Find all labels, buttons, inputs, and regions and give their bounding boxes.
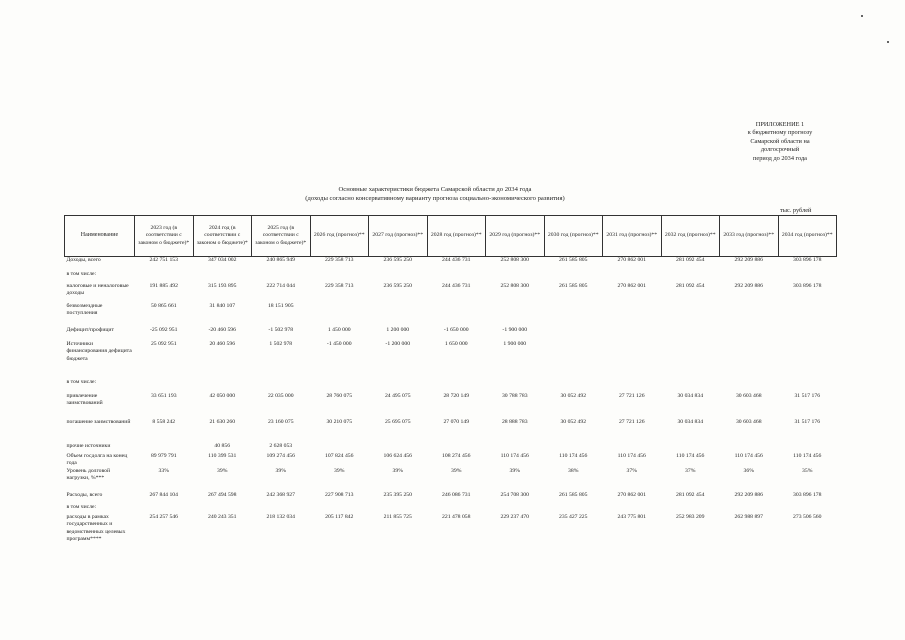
cell-value — [544, 379, 603, 393]
cell-value — [661, 341, 720, 379]
cell-value — [661, 327, 720, 341]
cell-value: 244 436 731 — [442, 257, 471, 263]
cell-value: 50 865 661 — [150, 302, 177, 309]
cell-value: 23 160 075 — [267, 418, 294, 425]
cell-value — [486, 271, 545, 283]
cell-value: 107 824 456 — [325, 452, 354, 459]
appendix-line: к бюджетному прогнозу — [747, 129, 813, 137]
row-label: налоговые и неналоговые доходы — [66, 282, 129, 297]
cell-value: 39% — [392, 467, 403, 474]
cell-value: 261 585 805 — [559, 282, 588, 289]
cell-value: 252 808 300 — [500, 257, 529, 263]
cell-value: 110 174 456 — [500, 452, 529, 459]
table-row — [65, 257, 837, 271]
cell-value: 221 478 058 — [442, 513, 471, 520]
cell-value — [720, 271, 779, 283]
cell-value: 270 862 001 — [617, 282, 646, 289]
cell-value: 303 896 178 — [793, 491, 822, 498]
cell-value: 110 174 456 — [734, 452, 763, 459]
cell-value — [544, 504, 603, 514]
appendix-block — [715, 121, 845, 163]
table-row — [65, 514, 837, 550]
cell-value — [778, 327, 837, 341]
header-year-10: 2032 год (прогноз)** — [661, 216, 720, 257]
cell-value: 267 844 104 — [149, 491, 178, 498]
table-row — [65, 393, 837, 419]
cell-value: 218 132 034 — [266, 513, 295, 520]
cell-value: 39% — [275, 467, 286, 474]
cell-value: 267 494 598 — [208, 491, 237, 498]
cell-value: 89 979 791 — [150, 452, 177, 459]
cell-value — [661, 303, 720, 327]
cell-value — [720, 341, 779, 379]
cell-value: 222 714 044 — [266, 282, 295, 289]
table-row — [65, 283, 837, 303]
cell-value — [544, 443, 603, 453]
cell-value: 261 585 805 — [559, 491, 588, 498]
cell-value: 39% — [509, 467, 520, 474]
cell-value: 110 174 456 — [617, 452, 646, 459]
cell-value — [252, 504, 311, 514]
cell-value — [603, 341, 662, 379]
cell-value: 261 585 805 — [559, 257, 588, 263]
cell-value — [603, 327, 662, 341]
cell-value: 40 856 — [214, 442, 231, 449]
cell-value: 30 603 468 — [735, 418, 762, 425]
cell-value — [544, 271, 603, 283]
cell-value: 33 651 193 — [150, 392, 177, 399]
budget-table — [64, 215, 837, 550]
cell-value: 42 050 000 — [209, 392, 236, 399]
cell-value: 39% — [334, 467, 345, 474]
cell-value: 191 885 492 — [149, 282, 178, 289]
cell-value — [603, 271, 662, 283]
cell-value — [544, 341, 603, 379]
row-label: Доходы, всего — [66, 257, 101, 263]
header-year-7: 2029 год (прогноз)** — [486, 216, 545, 257]
cell-value — [193, 271, 252, 283]
cell-value: 303 896 178 — [793, 282, 822, 289]
cell-value: 39% — [451, 467, 462, 474]
cell-value: 36% — [743, 467, 754, 474]
cell-value: 315 193 895 — [208, 282, 237, 289]
document-subtitle: (доходы согласно консервативному варианту прогноза социально-экономического развития) — [305, 194, 565, 202]
row-label: в том числе: — [66, 270, 97, 277]
cell-value — [427, 504, 486, 514]
cell-value: 33% — [158, 467, 169, 474]
header-year-1: 2023 год (в соответствии с законом о бюджете)* — [135, 216, 194, 257]
cell-value: 25 695 075 — [384, 418, 411, 425]
cell-value — [661, 271, 720, 283]
cell-value: 110 174 456 — [559, 452, 588, 459]
cell-value: 240 243 351 — [208, 513, 237, 520]
cell-value: 110 174 456 — [676, 452, 705, 459]
appendix-line: Самарской области на — [750, 137, 810, 145]
cell-value: -1 650 000 — [443, 326, 469, 333]
header-year-3: 2025 год (в соответствии с законом о бюджете)* — [252, 216, 311, 257]
appendix-line: долгосрочный — [760, 146, 800, 154]
cell-value — [369, 303, 428, 327]
cell-value: 27 721 126 — [618, 418, 645, 425]
cell-value: -1 900 000 — [502, 326, 528, 333]
table-row — [65, 468, 837, 492]
cell-value — [661, 443, 720, 453]
cell-value: 254 257 546 — [149, 513, 178, 520]
cell-value — [369, 271, 428, 283]
cell-value — [310, 303, 369, 327]
scan-speck — [887, 41, 889, 43]
cell-value: 110 399 531 — [208, 452, 237, 459]
cell-value — [603, 443, 662, 453]
cell-value: 1 502 978 — [269, 340, 293, 347]
cell-value: 27 070 149 — [443, 418, 470, 425]
cell-value: 270 862 001 — [617, 257, 646, 263]
cell-value: -1 200 000 — [385, 340, 411, 347]
cell-value: 108 274 456 — [442, 452, 471, 459]
cell-value — [310, 379, 369, 393]
row-label: погашение заимствований — [66, 418, 131, 425]
cell-value — [310, 443, 369, 453]
cell-value: 236 595 250 — [383, 257, 412, 263]
cell-value: 30 210 075 — [326, 418, 353, 425]
table-row — [65, 492, 837, 504]
cell-value: 30 788 783 — [501, 392, 528, 399]
header-year-2: 2024 год (в соответствии с законом о бюджете)* — [193, 216, 252, 257]
cell-value: 31 840 107 — [209, 302, 236, 309]
table-row — [65, 504, 837, 514]
table-row — [65, 379, 837, 393]
row-label: расходы в рамках государственных и ведомственных целевых программ**** — [66, 513, 126, 543]
table-body — [65, 257, 837, 550]
cell-value — [135, 379, 194, 393]
cell-value: 31 517 176 — [794, 392, 821, 399]
unit-label: тыс. рублей — [780, 207, 812, 214]
cell-value — [427, 443, 486, 453]
row-label: Расходы, всего — [66, 491, 103, 498]
cell-value — [778, 303, 837, 327]
header-year-8: 2030 год (прогноз)** — [544, 216, 603, 257]
cell-value — [135, 443, 194, 453]
cell-value: 252 983 209 — [676, 513, 705, 520]
cell-value — [661, 504, 720, 514]
cell-value — [603, 379, 662, 393]
cell-value: 39% — [217, 467, 228, 474]
cell-value — [252, 271, 311, 283]
cell-value: 262 988 897 — [734, 513, 763, 520]
cell-value: -25 092 951 — [150, 326, 178, 333]
cell-value — [486, 379, 545, 393]
cell-value: 235 427 225 — [559, 513, 588, 520]
cell-value — [544, 303, 603, 327]
cell-value: 110 174 456 — [793, 452, 822, 459]
cell-value: 30 034 834 — [677, 392, 704, 399]
table-row — [65, 419, 837, 443]
appendix-line: ПРИЛОЖЕНИЕ 1 — [755, 121, 805, 128]
cell-value: 1 900 000 — [503, 340, 527, 347]
cell-value: 18 151 905 — [267, 302, 294, 309]
header-year-6: 2028 год (прогноз)** — [427, 216, 486, 257]
cell-value — [778, 379, 837, 393]
table-row — [65, 271, 837, 283]
cell-value: 244 436 731 — [442, 282, 471, 289]
cell-value: -1 450 000 — [326, 340, 352, 347]
cell-value — [252, 379, 311, 393]
cell-value: 37% — [685, 467, 696, 474]
table-row — [65, 443, 837, 453]
cell-value: 229 358 713 — [325, 282, 354, 289]
cell-value — [310, 271, 369, 283]
cell-value — [661, 379, 720, 393]
cell-value — [603, 504, 662, 514]
cell-value: 281 092 454 — [676, 282, 705, 289]
table-row — [65, 327, 837, 341]
cell-value: 235 395 250 — [383, 491, 412, 498]
document-title: Основные характеристики бюджета Самарской области до 2034 года — [338, 186, 532, 193]
row-label: в том числе: — [66, 503, 97, 510]
cell-value: 236 595 250 — [383, 282, 412, 289]
cell-value: 2 628 053 — [269, 442, 293, 449]
cell-value — [427, 271, 486, 283]
cell-value — [193, 504, 252, 514]
cell-value — [135, 271, 194, 283]
row-label: Дефицит/профицит — [66, 326, 114, 333]
header-year-11: 2033 год (прогноз)** — [720, 216, 779, 257]
cell-value: 227 908 713 — [325, 491, 354, 498]
cell-value: 281 092 454 — [676, 257, 705, 263]
cell-value — [778, 443, 837, 453]
cell-value: 254 708 300 — [500, 491, 529, 498]
cell-value: -20 460 596 — [208, 326, 236, 333]
table-row — [65, 303, 837, 327]
row-label: Источники финансирования дефицита бюджета — [66, 340, 132, 362]
scan-speck — [861, 15, 863, 17]
appendix-line: период до 2034 года — [753, 154, 807, 162]
cell-value: 30 052 492 — [560, 418, 587, 425]
cell-value: -1 502 978 — [268, 326, 294, 333]
cell-value: 205 117 842 — [325, 513, 354, 520]
row-label: привлечение заимствований — [66, 392, 103, 407]
header-year-9: 2031 год (прогноз)** — [603, 216, 662, 257]
cell-value — [720, 504, 779, 514]
cell-value: 252 808 300 — [500, 282, 529, 289]
cell-value — [720, 379, 779, 393]
cell-value: 1 200 000 — [386, 326, 410, 333]
cell-value: 22 035 000 — [267, 392, 294, 399]
table-row — [65, 341, 837, 379]
cell-value — [720, 303, 779, 327]
cell-value — [427, 303, 486, 327]
cell-value — [486, 303, 545, 327]
table-header-row — [65, 216, 837, 257]
cell-value: 109 274 456 — [266, 452, 295, 459]
cell-value: 28 720 149 — [443, 392, 470, 399]
cell-value: 292 209 886 — [734, 257, 763, 263]
cell-value: 273 506 560 — [793, 513, 822, 520]
header-year-12: 2034 год (прогноз)** — [778, 216, 837, 257]
cell-value: 25 092 951 — [150, 340, 177, 347]
cell-value — [544, 327, 603, 341]
cell-value: 243 775 801 — [617, 513, 646, 520]
cell-value: 292 209 886 — [734, 282, 763, 289]
cell-value: 347 034 002 — [208, 257, 237, 263]
cell-value — [369, 504, 428, 514]
cell-value: 35% — [802, 467, 813, 474]
row-label: в том числе: — [66, 378, 97, 385]
cell-value: 28 888 783 — [501, 418, 528, 425]
cell-value: 292 209 886 — [734, 491, 763, 498]
row-label: безвозмездные поступления — [66, 302, 103, 317]
cell-value: 246 086 731 — [442, 491, 471, 498]
cell-value: 28 760 075 — [326, 392, 353, 399]
cell-value — [603, 303, 662, 327]
cell-value — [778, 504, 837, 514]
cell-value: 229 237 470 — [500, 513, 529, 520]
cell-value: 30 034 834 — [677, 418, 704, 425]
header-name: Наименование — [65, 216, 135, 257]
cell-value — [720, 443, 779, 453]
cell-value: 38% — [568, 467, 579, 474]
cell-value: 270 862 001 — [617, 491, 646, 498]
cell-value: 37% — [626, 467, 637, 474]
cell-value — [427, 379, 486, 393]
cell-value: 229 358 713 — [325, 257, 354, 263]
cell-value — [778, 271, 837, 283]
cell-value: 27 721 126 — [618, 392, 645, 399]
title-block — [240, 186, 630, 203]
cell-value: 24 495 075 — [384, 392, 411, 399]
cell-value: 281 092 454 — [676, 491, 705, 498]
cell-value — [310, 504, 369, 514]
cell-value: 106 624 456 — [383, 452, 412, 459]
cell-value — [193, 379, 252, 393]
cell-value: 30 052 492 — [560, 392, 587, 399]
row-label: Объем госдолга на конец года — [66, 452, 128, 467]
cell-value: 211 855 725 — [383, 513, 412, 520]
cell-value: 1 450 000 — [327, 326, 351, 333]
cell-value: 31 517 176 — [794, 418, 821, 425]
cell-value — [135, 504, 194, 514]
cell-value — [369, 443, 428, 453]
row-label: прочие источники — [66, 442, 111, 449]
cell-value: 1 650 000 — [444, 340, 468, 347]
cell-value: 21 630 260 — [209, 418, 236, 425]
cell-value — [720, 327, 779, 341]
cell-value: 8 558 242 — [152, 418, 176, 425]
cell-value — [778, 341, 837, 379]
cell-value: 242 368 927 — [266, 491, 295, 498]
row-label: Уровень долговой нагрузки, %*** — [66, 467, 111, 482]
cell-value: 242 751 153 — [149, 257, 178, 263]
cell-value: 240 865 949 — [266, 257, 295, 263]
cell-value — [486, 504, 545, 514]
cell-value: 30 603 468 — [735, 392, 762, 399]
table-row — [65, 453, 837, 468]
header-year-5: 2027 год (прогноз)** — [369, 216, 428, 257]
cell-value — [369, 379, 428, 393]
cell-value — [486, 443, 545, 453]
cell-value: 20 460 596 — [209, 340, 236, 347]
header-year-4: 2026 год (прогноз)** — [310, 216, 369, 257]
cell-value: 303 896 178 — [793, 257, 822, 263]
